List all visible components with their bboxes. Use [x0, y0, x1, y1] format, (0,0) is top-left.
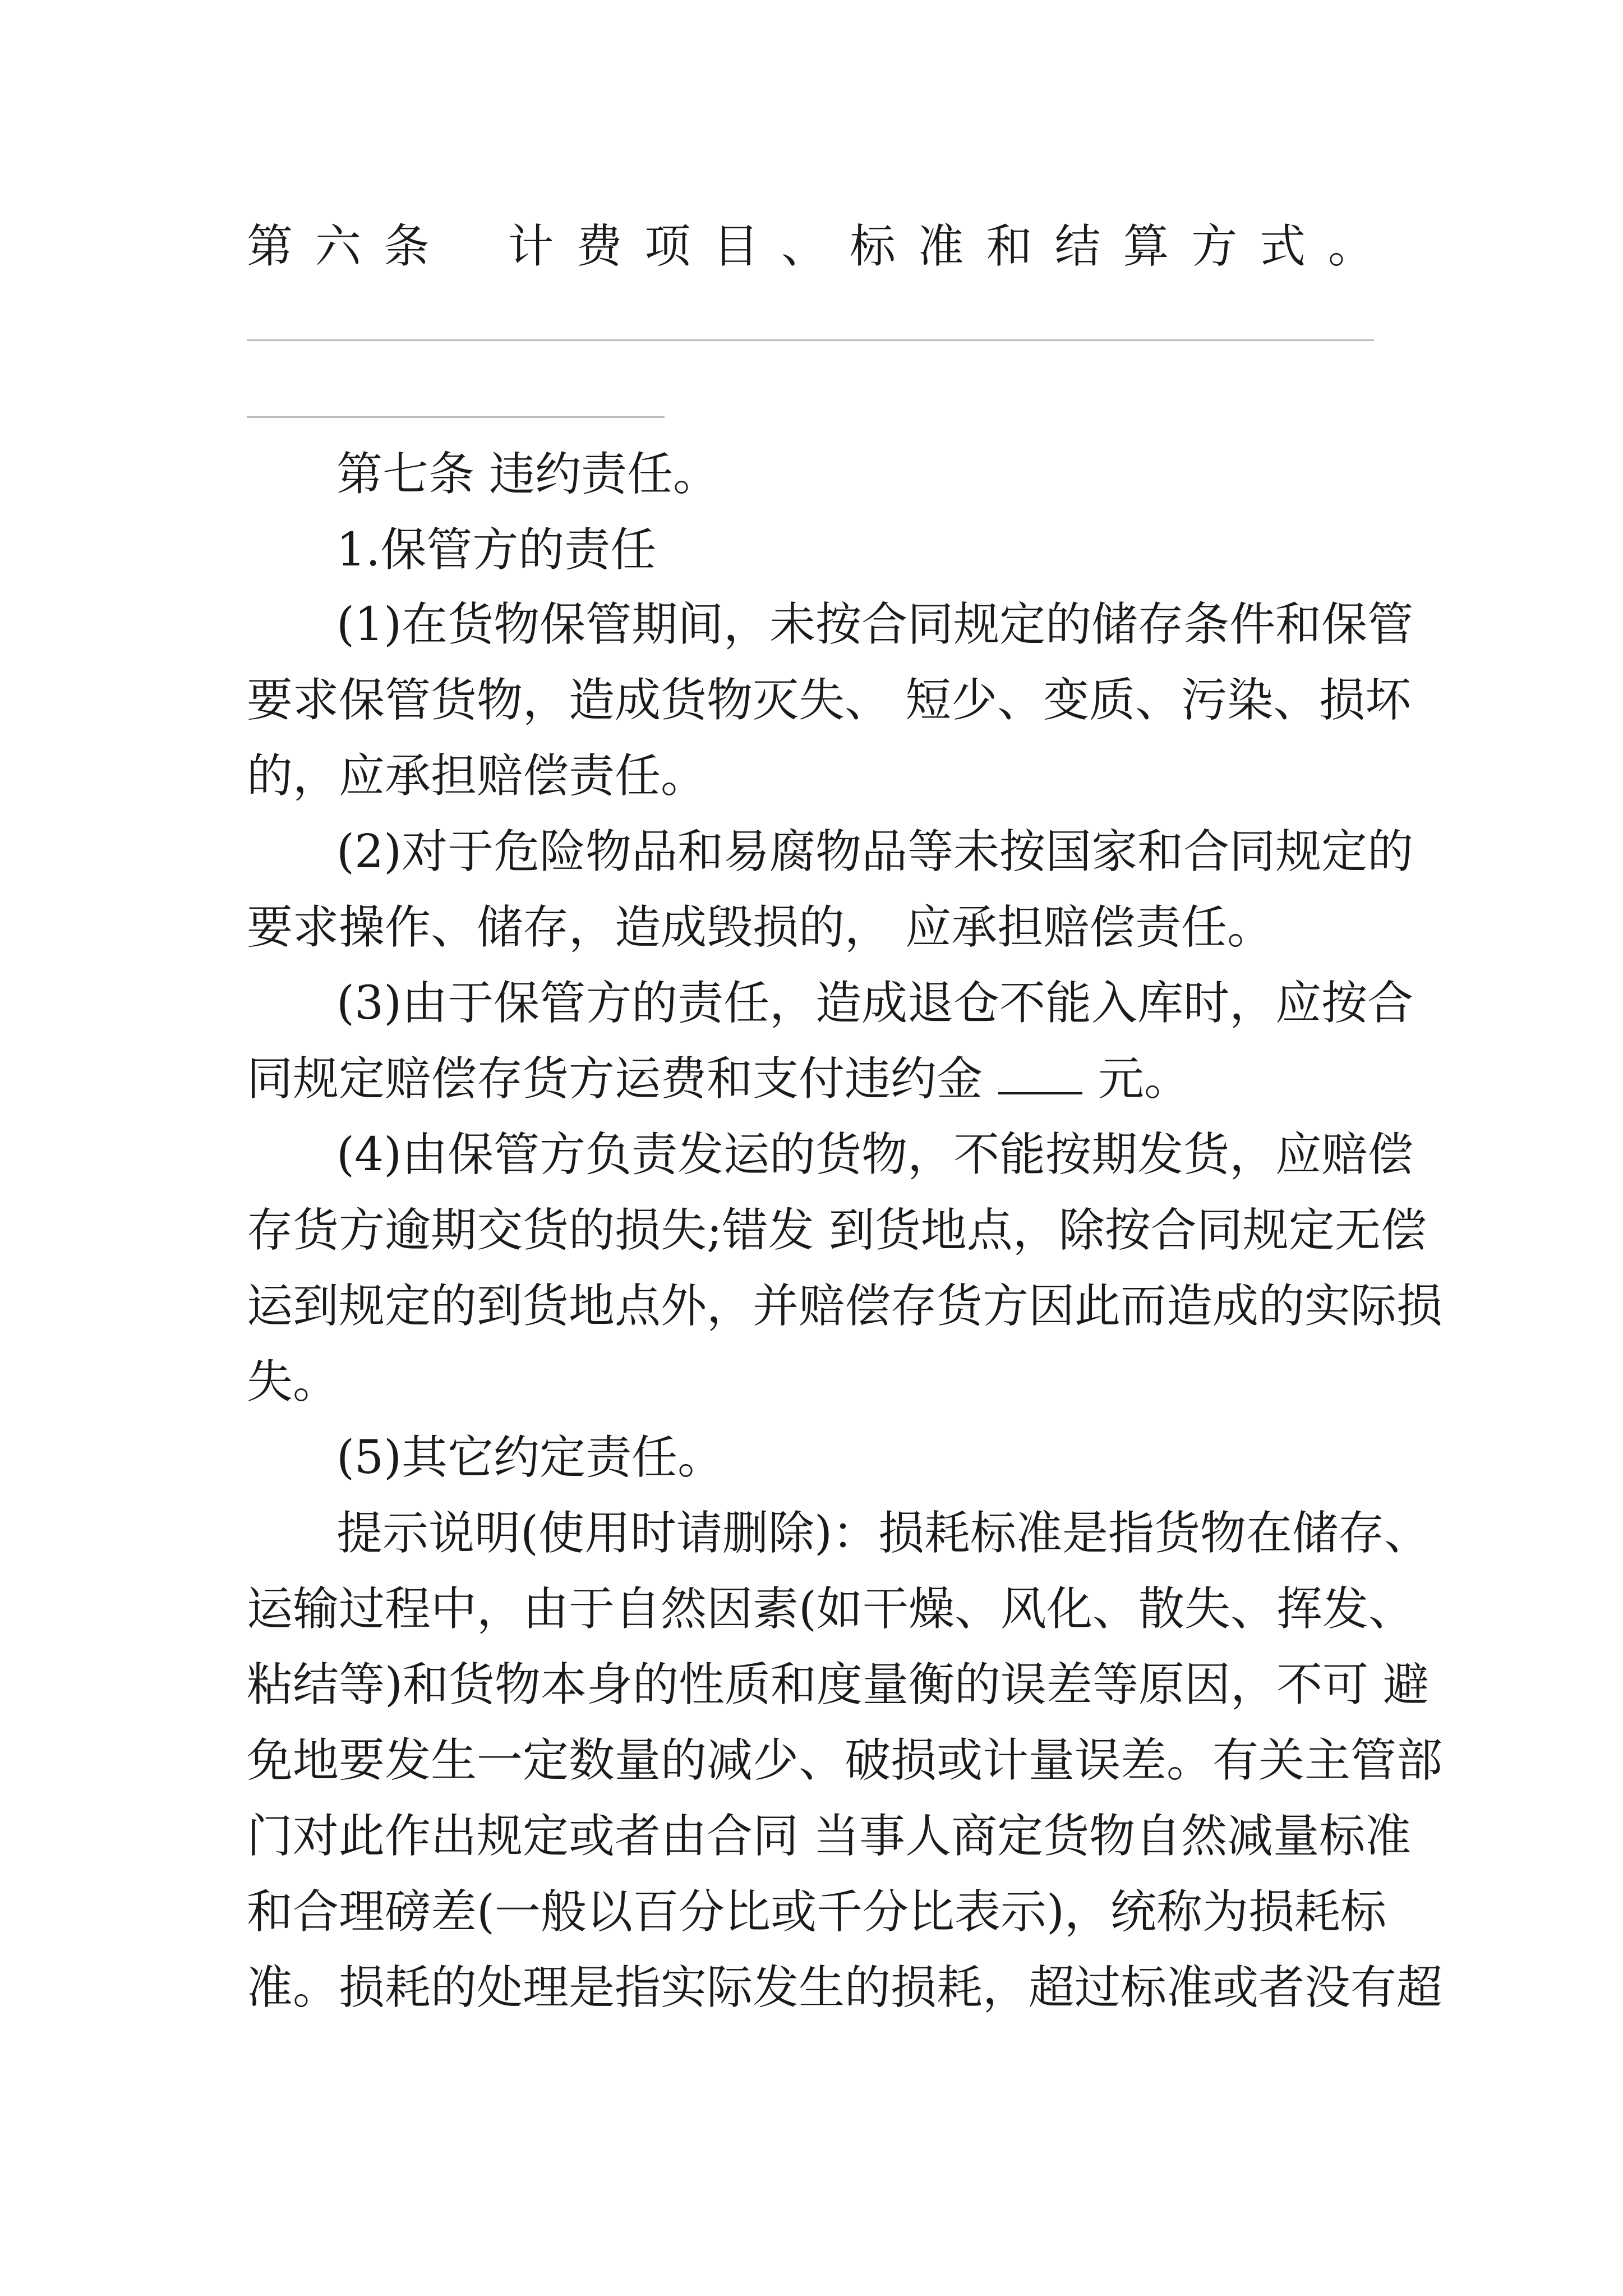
paragraph-line: 要求操作、储存，造成毁损的， 应承担赔偿责任。 [247, 901, 1274, 954]
amount-blank [998, 1087, 1082, 1094]
paragraph-line: 运输过程中，由于自然因素(如干燥、风化、散失、挥发、 [247, 1582, 1414, 1636]
heading-char: 。 [1327, 219, 1374, 273]
paragraph-line: 的，应承担赔偿责任。 [247, 749, 707, 803]
subheading-custodian-liability: 1.保管方的责任 [336, 523, 657, 577]
heading-char: 方 [1191, 219, 1238, 273]
line-text: 元。 [1098, 1052, 1191, 1106]
paragraph-line: (5)其它约定责任。 [336, 1431, 724, 1484]
paragraph-line: (1)在货物保管期间，未按合同规定的储存条件和保管 [336, 598, 1414, 651]
paragraph-line: (4)由保管方负责发运的货物，不能按期发货，应赔偿 [336, 1128, 1414, 1181]
paragraph-line: 准。损耗的处理是指实际发生的损耗，超过标准或者没有超 [247, 1961, 1443, 2014]
heading-char: 、 [781, 219, 827, 273]
heading-char: 和 [986, 219, 1032, 273]
heading-char: 条 [383, 219, 430, 273]
heading-char: 结 [1054, 219, 1101, 273]
paragraph-line: 和合理磅差(一般以百分比或千分比表示)，统称为损耗标 [247, 1885, 1386, 1939]
paragraph-line: 提示说明(使用时请删除)：损耗标准是指货物在储存、 [336, 1507, 1430, 1560]
paragraph-line: 存货方逾期交货的损失;错发 到货地点，除按合同规定无偿 [247, 1204, 1427, 1257]
heading-char: 费 [576, 219, 623, 273]
heading-char: 项 [644, 219, 691, 273]
heading-char: 算 [1123, 219, 1169, 273]
paragraph-line: 粘结等)和货物本身的性质和度量衡的误差等原因，不可 避 [247, 1658, 1430, 1711]
paragraph-line: 失。 [247, 1355, 339, 1409]
heading-char: 目 [713, 219, 759, 273]
heading-char: 式 [1260, 219, 1306, 273]
article-7-title: 第七条 违约责任。 [336, 448, 720, 501]
line-text: 同规定赔偿存货方运费和支付违约金 [247, 1052, 983, 1106]
paragraph-line: (2)对于危险物品和易腐物品等未按国家和合同规定的 [336, 825, 1414, 878]
heading-char: 准 [917, 219, 964, 273]
heading-char: 六 [315, 219, 361, 273]
heading-char: 第 [247, 219, 293, 273]
heading-char: 标 [849, 219, 896, 273]
fill-in-line [247, 339, 1374, 341]
paragraph-line: 运到规定的到货地点外，并赔偿存货方因此而造成的实际损 [247, 1280, 1443, 1333]
paragraph-line: (3)由于保管方的责任，造成退仓不能入库时，应按合 [336, 977, 1414, 1030]
paragraph-line: 免地要发生一定数量的减少、破损或计量误差。有关主管部 [247, 1734, 1443, 1787]
paragraph-line [247, 1052, 1374, 1106]
fill-in-line [247, 416, 665, 418]
paragraph-line: 要求保管货物，造成货物灭失、 短少、变质、污染、损坏 [247, 674, 1412, 727]
heading-char: 计 [508, 219, 554, 273]
article-6-heading [247, 209, 1374, 276]
paragraph-line: 门对此作出规定或者由合同 当事人商定货物自然减量标准 [247, 1810, 1412, 1863]
